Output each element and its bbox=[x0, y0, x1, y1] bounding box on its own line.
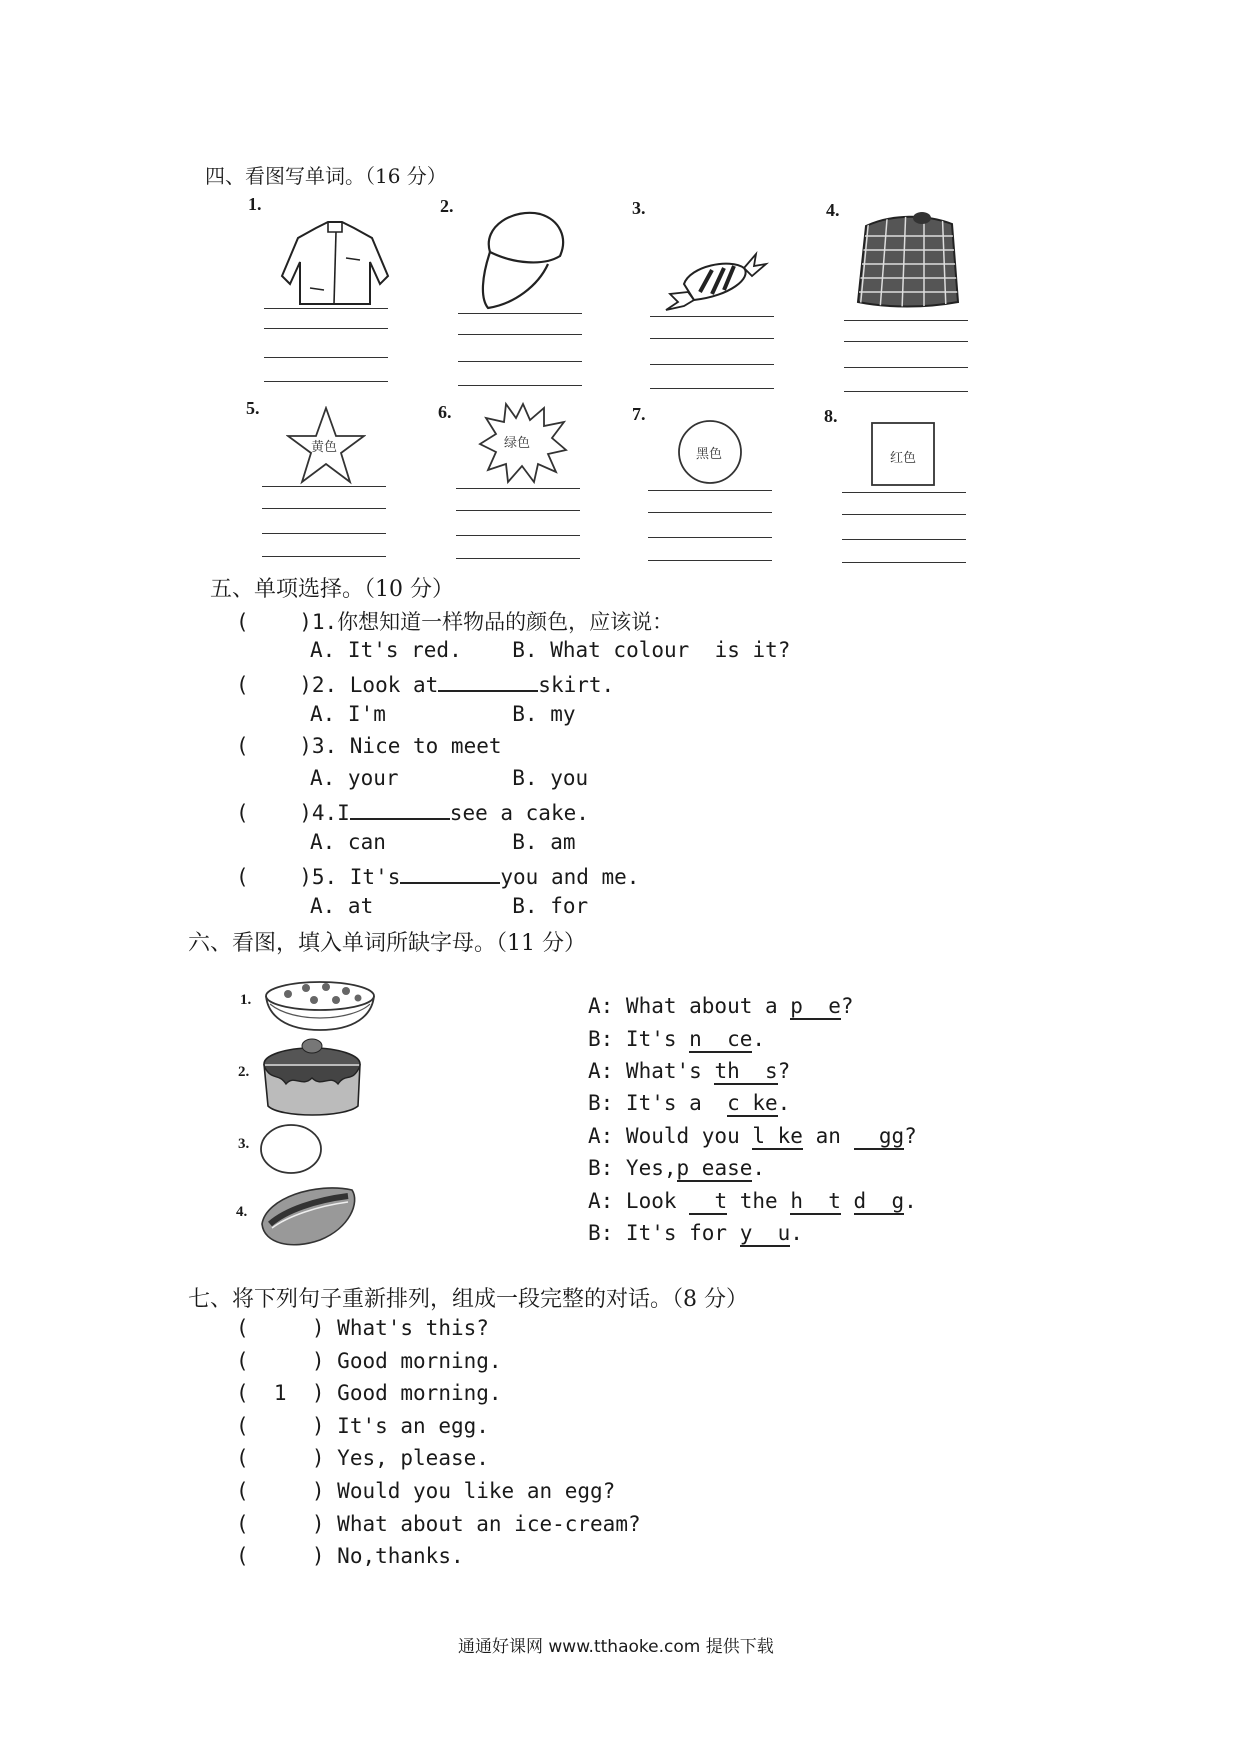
fill-blank[interactable]: d g bbox=[853, 1189, 905, 1213]
fill-blank[interactable]: p ease bbox=[676, 1156, 753, 1180]
egg-picture bbox=[258, 1122, 324, 1176]
question-5: ( )5. It's you and me. bbox=[236, 862, 639, 889]
order-answer-box[interactable]: ( ) bbox=[236, 1414, 325, 1438]
order-answer-box[interactable]: ( ) bbox=[236, 1349, 325, 1373]
item-number: 2. bbox=[440, 196, 454, 216]
order-answer-box[interactable]: ( ) bbox=[236, 1512, 325, 1536]
answer-blank[interactable] bbox=[350, 798, 450, 820]
order-row: ( 1 ) Good morning. bbox=[236, 1381, 502, 1405]
item-number: 4. bbox=[826, 200, 840, 220]
fill-blank[interactable]: gg bbox=[853, 1124, 905, 1148]
footer-text: 通通好课网 www.tthaoke.com 提供下载 bbox=[458, 1637, 774, 1657]
order-row: ( ) What about an ice-cream? bbox=[236, 1512, 641, 1536]
order-answer-box[interactable]: ( ) bbox=[236, 1544, 325, 1568]
cap-picture bbox=[474, 206, 574, 312]
pie-picture bbox=[262, 974, 378, 1034]
order-answer-box[interactable]: ( ) bbox=[236, 1446, 325, 1470]
order-row: ( ) Would you like an egg? bbox=[236, 1479, 616, 1503]
picture-number: 3. bbox=[238, 1136, 250, 1152]
star-color-label: 黄色 bbox=[311, 440, 338, 455]
question-stem: ( )1.你想知道一样物品的颜色，应该说： bbox=[236, 610, 674, 634]
square-color-label: 红色 bbox=[890, 451, 917, 466]
section5-title: 五、单项选择。（10 分） bbox=[210, 577, 454, 602]
order-row: ( ) Good morning. bbox=[236, 1349, 502, 1373]
burst-color-label: 绿色 bbox=[504, 436, 531, 451]
dialogue-line: A: Look t the h t d g. bbox=[588, 1189, 917, 1213]
picture-number: 1. bbox=[240, 992, 252, 1008]
dialogue-line: A: Would you l ke an gg? bbox=[588, 1124, 917, 1148]
order-answer-box[interactable]: ( ) bbox=[236, 1479, 325, 1503]
answer-blank[interactable] bbox=[438, 670, 538, 692]
fill-blank[interactable]: th s bbox=[714, 1059, 778, 1083]
dialogue-line: A: What's th s? bbox=[588, 1059, 791, 1083]
question-5-options: A. at B. for bbox=[310, 894, 589, 918]
question-2: ( )2. Look at skirt. bbox=[236, 670, 614, 697]
jacket-picture bbox=[276, 218, 394, 310]
hot-dog-picture bbox=[256, 1180, 362, 1250]
answer-blank[interactable] bbox=[400, 862, 500, 884]
order-answer-box[interactable]: ( ) bbox=[236, 1316, 325, 1340]
cake-picture bbox=[258, 1034, 368, 1120]
fill-blank[interactable]: h t bbox=[790, 1189, 841, 1213]
question-1-options: A. It's red. B. What colour is it? bbox=[310, 638, 791, 662]
question-4: ( )4.I see a cake. bbox=[236, 798, 589, 825]
order-row: ( ) What's this? bbox=[236, 1316, 489, 1340]
dialogue-line: B: It's a c ke. bbox=[588, 1091, 791, 1115]
section6-title: 六、看图，填入单词所缺字母。（11 分） bbox=[188, 931, 586, 956]
order-answer-box[interactable]: ( 1 ) bbox=[236, 1381, 325, 1405]
fill-blank[interactable]: t bbox=[689, 1189, 728, 1213]
picture-number: 2. bbox=[238, 1064, 250, 1080]
circle-color-label: 黑色 bbox=[696, 447, 723, 462]
item-number: 1. bbox=[248, 194, 262, 214]
fill-blank[interactable]: l ke bbox=[752, 1124, 803, 1148]
dialogue-line: B: It's for y u. bbox=[588, 1221, 803, 1245]
dialogue-line: B: It's n ce. bbox=[588, 1027, 766, 1051]
section4-title: 四、看图写单词。（16 分） bbox=[205, 164, 447, 188]
order-row: ( ) No,thanks. bbox=[236, 1544, 464, 1568]
picture-number: 4. bbox=[236, 1204, 248, 1220]
item-number: 5. bbox=[246, 398, 260, 418]
order-row: ( ) It's an egg. bbox=[236, 1414, 489, 1438]
item-number: 8. bbox=[824, 406, 838, 426]
question-1 bbox=[236, 606, 673, 636]
question-2-options: A. I'm B. my bbox=[310, 702, 576, 726]
item-number: 3. bbox=[632, 198, 646, 218]
question-3: ( )3. Nice to meet bbox=[236, 734, 502, 758]
order-row: ( ) Yes, please. bbox=[236, 1446, 489, 1470]
dialogue-line: A: What about a p e? bbox=[588, 994, 854, 1018]
dialogue-line: B: Yes,p ease. bbox=[588, 1156, 766, 1180]
fill-blank[interactable]: y u bbox=[739, 1221, 791, 1245]
question-3-options: A. your B. you bbox=[310, 766, 589, 790]
fill-blank[interactable]: n ce bbox=[689, 1027, 753, 1051]
item-number: 6. bbox=[438, 402, 452, 422]
fill-blank[interactable]: p e bbox=[790, 994, 841, 1018]
item-number: 7. bbox=[632, 404, 646, 424]
plaid-skirt-picture bbox=[852, 206, 964, 310]
section7-title: 七、将下列句子重新排列，组成一段完整的对话。（8 分） bbox=[188, 1287, 748, 1312]
question-4-options: A. can B. am bbox=[310, 830, 576, 854]
fill-blank[interactable]: c ke bbox=[727, 1091, 778, 1115]
candy-picture bbox=[660, 244, 770, 314]
